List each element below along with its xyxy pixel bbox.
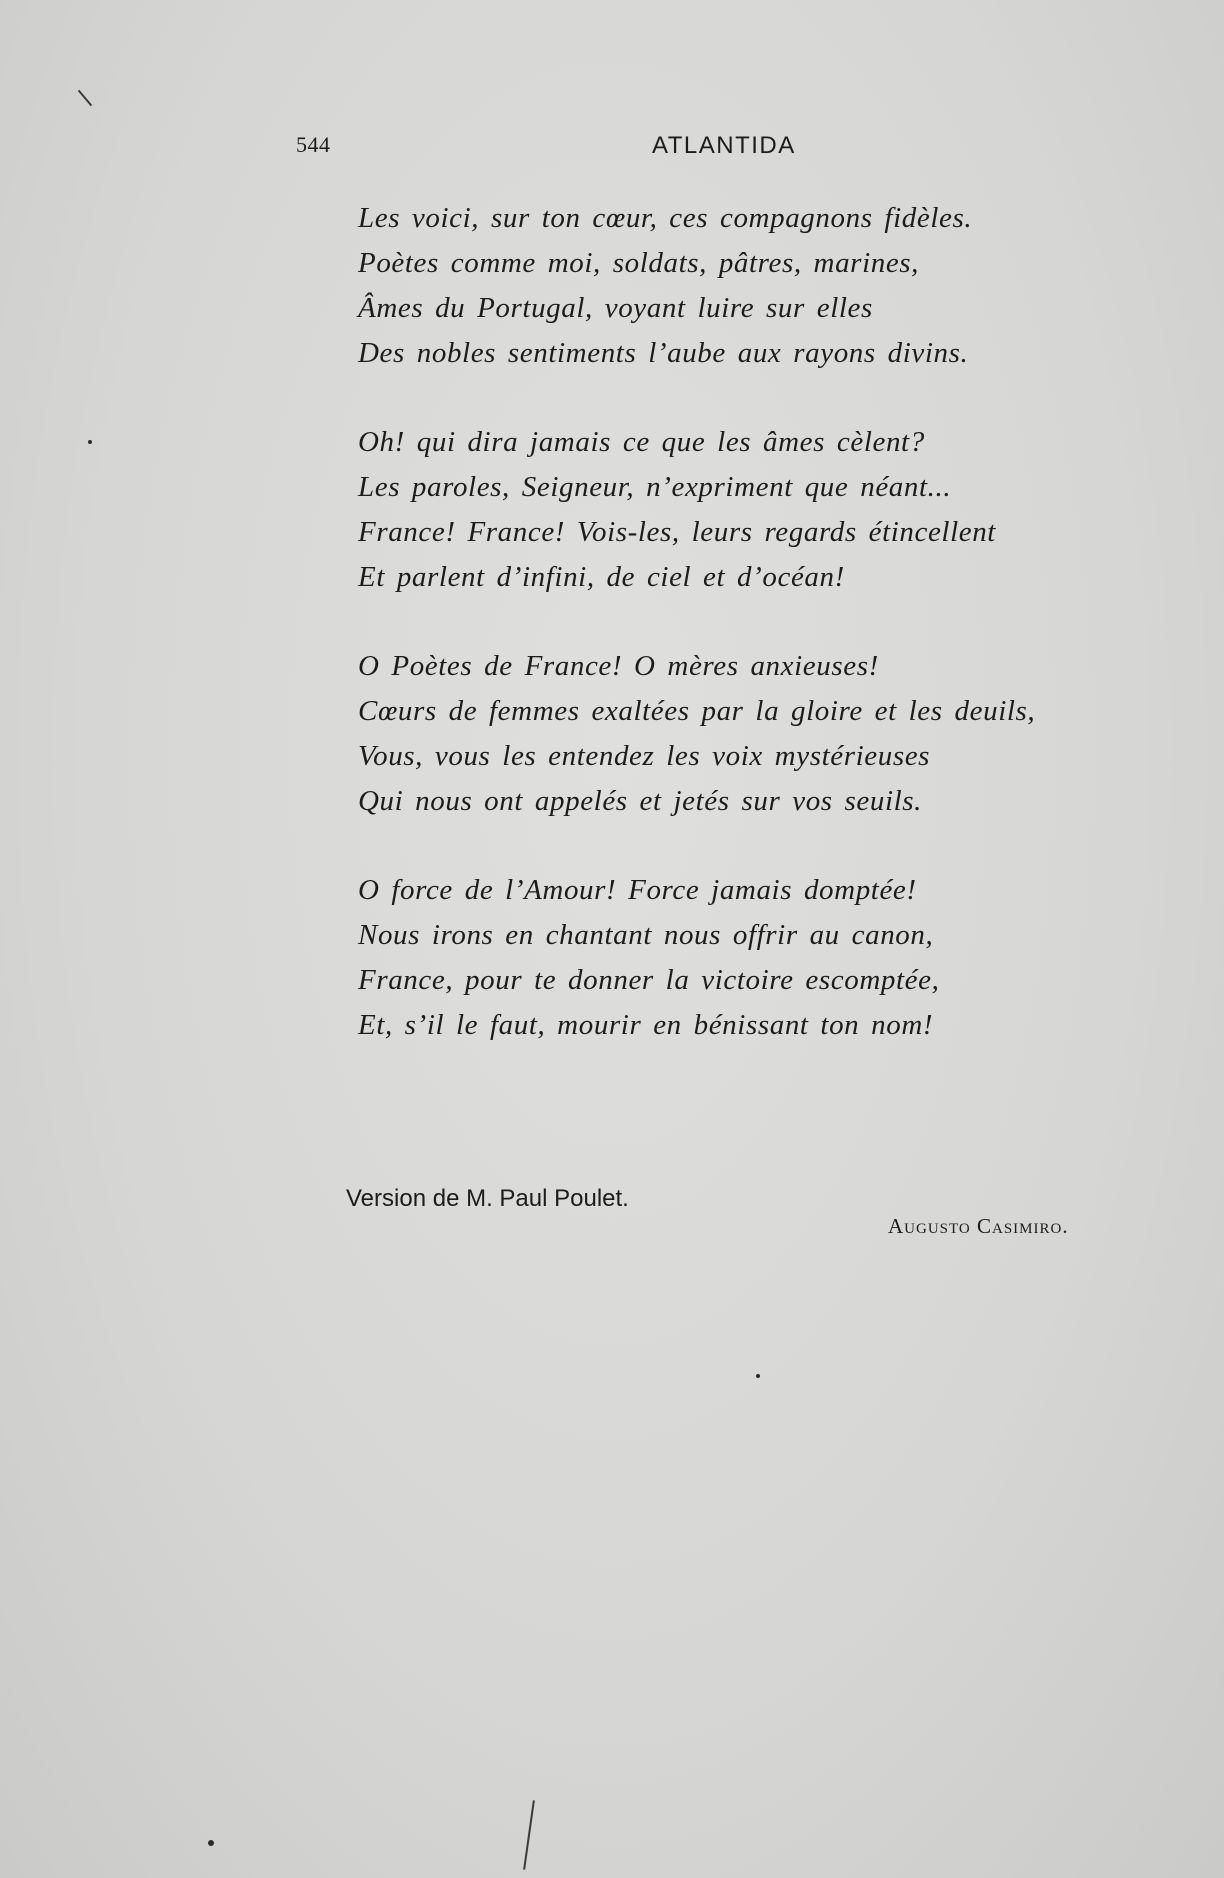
running-title: ATLANTIDA [652,132,796,159]
verse-line: Poètes comme moi, soldats, pâtres, marines, [358,247,920,279]
paper-speck-decoration [208,1840,214,1846]
verse-line: Cœurs de femmes exaltées par la gloire et les deuils, [358,695,1036,727]
page-number: 544 [296,132,331,157]
translator-note: Version de M. Paul Poulet. [346,1185,629,1212]
paper-speck-decoration [88,440,92,444]
stanza [358,868,1178,1048]
verse-line: Âmes du Portugal, voyant luire sur elles [358,292,873,324]
verse-line: O force de l’Amour! Force jamais domptée! [358,874,917,906]
verse-line: Nous irons en chantant nous offrir au canon, [358,919,934,951]
stanza [358,420,1178,600]
verse-line: Et parlent d’infini, de ciel et d’océan! [358,561,845,593]
paper-speck-decoration [756,1374,760,1378]
verse-line: Vous, vous les entendez les voix mystérieuses [358,740,931,772]
verse-line: Des nobles sentiments l’aube aux rayons divins. [358,337,969,369]
poem [358,196,1178,1092]
verse-line: O Poètes de France! O mères anxieuses! [358,650,879,682]
page-header [0,132,1224,166]
verse-line: Les paroles, Seigneur, n’expriment que néant... [358,471,952,503]
verse-line: Qui nous ont appelés et jetés sur vos seuils. [358,785,923,817]
verse-line: Oh! qui dira jamais ce que les âmes cèlent? [358,426,925,458]
verse-line: Les voici, sur ton cœur, ces compagnons fidèles. [358,202,973,234]
stanza [358,196,1178,376]
verse-line: Et, s’il le faut, mourir en bénissant ton nom! [358,1009,934,1041]
paper-scratch-decoration [78,90,92,107]
verse-line: France! France! Vois-les, leurs regards étincellent [358,516,996,548]
stanza [358,644,1178,824]
paper-scratch-decoration [523,1800,535,1870]
author-signature: Augusto Casimiro. [888,1214,1069,1238]
verse-line: France, pour te donner la victoire escomptée, [358,964,940,996]
